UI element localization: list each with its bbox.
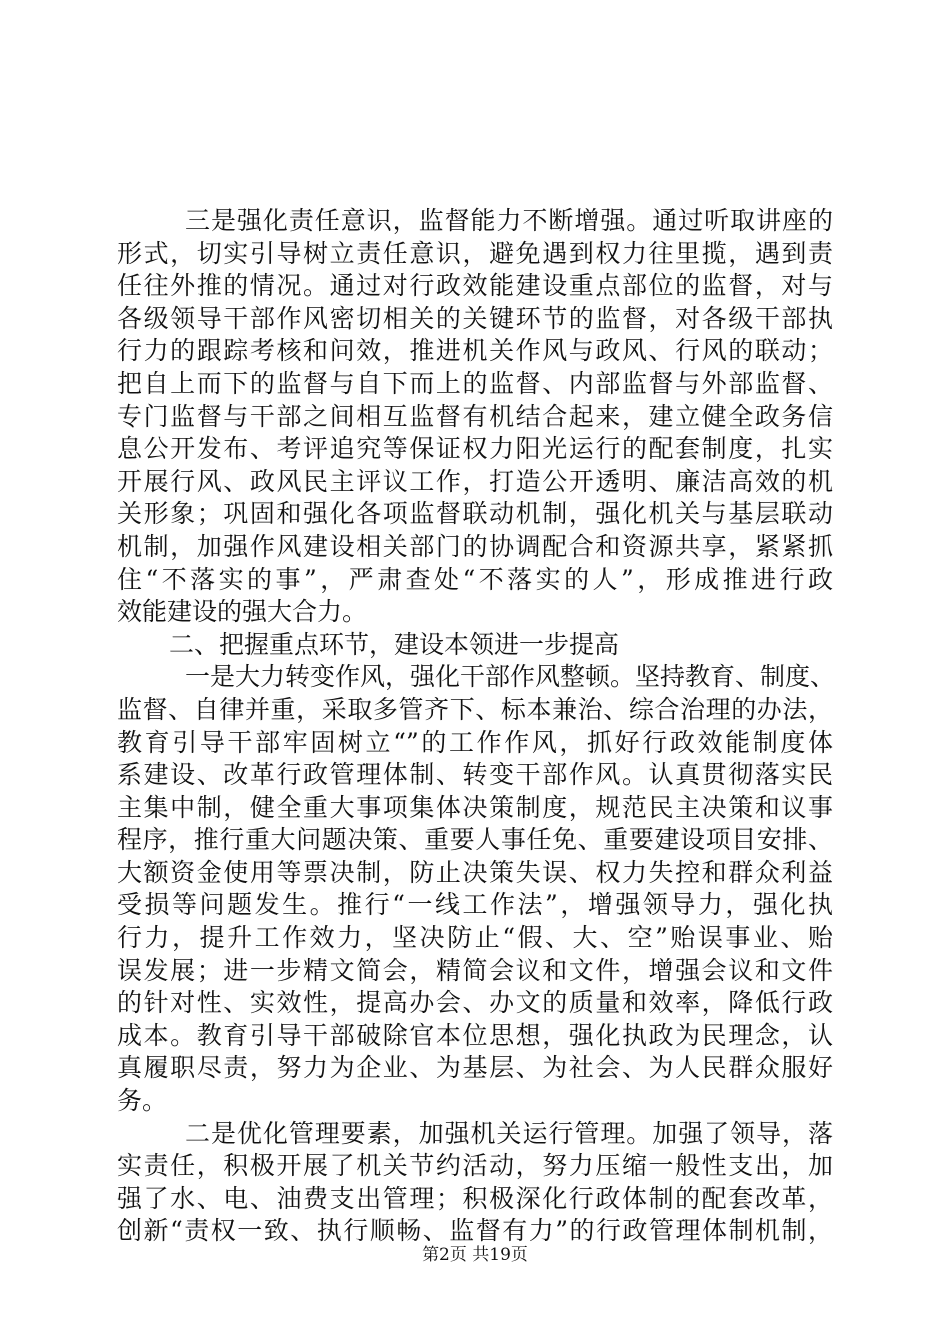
paragraph-line: 受损等问题发生。推行“一线工作法”，增强领导力，强化执	[117, 890, 833, 920]
paragraph-line: 真履职尽责，努力为企业、为基层、为社会、为人民群众服好	[117, 1053, 833, 1083]
paragraph-line: 一是大力转变作风，强化干部作风整顿。坚持教育、制度、	[185, 662, 836, 692]
page-footer	[0, 1244, 950, 1266]
paragraph-line: 专门监督与干部之间相互监督有机结合起来，建立健全政务信	[117, 401, 833, 431]
paragraph-line: 二是优化管理要素，加强机关运行管理。加强了领导，落	[185, 1118, 833, 1148]
paragraph-line: 务。	[117, 1086, 168, 1116]
paragraph-line: 主集中制，健全重大事项集体决策制度，规范民主决策和议事	[117, 792, 833, 822]
paragraph-line: 教育引导干部牢固树立“”的工作作风，抓好行政效能制度体	[117, 727, 833, 757]
paragraph-line: 把自上而下的监督与自下而上的监督、内部监督与外部监督、	[117, 368, 833, 398]
paragraph-line: 形式，切实引导树立责任意识，避免遇到权力往里揽，遇到责	[117, 238, 833, 268]
paragraph-line: 三是强化责任意识，监督能力不断增强。通过听取讲座的	[185, 206, 833, 235]
paragraph-line: 大额资金使用等票决制，防止决策失误、权力失控和群众利益	[117, 857, 833, 887]
document-body	[117, 205, 836, 1248]
paragraph-line: 系建设、改革行政管理体制、转变干部作风。认真贯彻落实民	[117, 760, 833, 790]
paragraph-line: 机制，加强作风建设相关部门的协调配合和资源共享，紧紧抓	[117, 531, 833, 561]
paragraph-line: 实责任，积极开展了机关节约活动，努力压缩一般性支出，加	[117, 1151, 833, 1181]
paragraph-line: 效能建设的强大合力。	[117, 597, 368, 627]
section-heading: 二、把握重点环节，建设本领进一步提高	[169, 629, 620, 659]
paragraph-line: 强了水、电、油费支出管理；积极深化行政体制的配套改革，	[117, 1183, 833, 1213]
paragraph-line: 行力，提升工作效力，坚决防止“假、大、空”贻误事业、贻	[117, 923, 833, 953]
paragraph-line: 住“不落实的事”，严肃查处“不落实的人”，形成推进行政	[117, 564, 833, 594]
paragraph-line: 息公开发布、考评追究等保证权力阳光运行的配套制度，扎实	[117, 434, 833, 464]
paragraph-line: 监督、自律并重，采取多管齐下、标本兼治、综合治理的办法，	[117, 694, 833, 724]
paragraph-line: 行力的跟踪考核和问效，推进机关作风与政风、行风的联动；	[117, 336, 833, 366]
paragraph-line: 误发展；进一步精文简会，精简会议和文件，增强会议和文件	[117, 955, 833, 985]
paragraph-line: 成本。教育引导干部破除官本位思想，强化执政为民理念，认	[117, 1020, 833, 1050]
paragraph-line: 关形象；巩固和强化各项监督联动机制，强化机关与基层联动	[117, 499, 833, 529]
page-number-label: 第2页 共19页	[422, 1245, 528, 1265]
paragraph-line: 程序，推行重大问题决策、重要人事任免、重要建设项目安排、	[117, 825, 833, 855]
paragraph-line: 创新“责权一致、执行顺畅、监督有力”的行政管理体制机制，	[117, 1216, 833, 1246]
paragraph-line: 开展行风、政风民主评议工作，打造公开透明、廉洁高效的机	[117, 466, 833, 496]
paragraph-line: 的针对性、实效性，提高办会、办文的质量和效率，降低行政	[117, 988, 833, 1018]
paragraph-line: 各级领导干部作风密切相关的关键环节的监督，对各级干部执	[117, 303, 833, 333]
paragraph-line: 任往外推的情况。通过对行政效能建设重点部位的监督，对与	[117, 271, 833, 301]
